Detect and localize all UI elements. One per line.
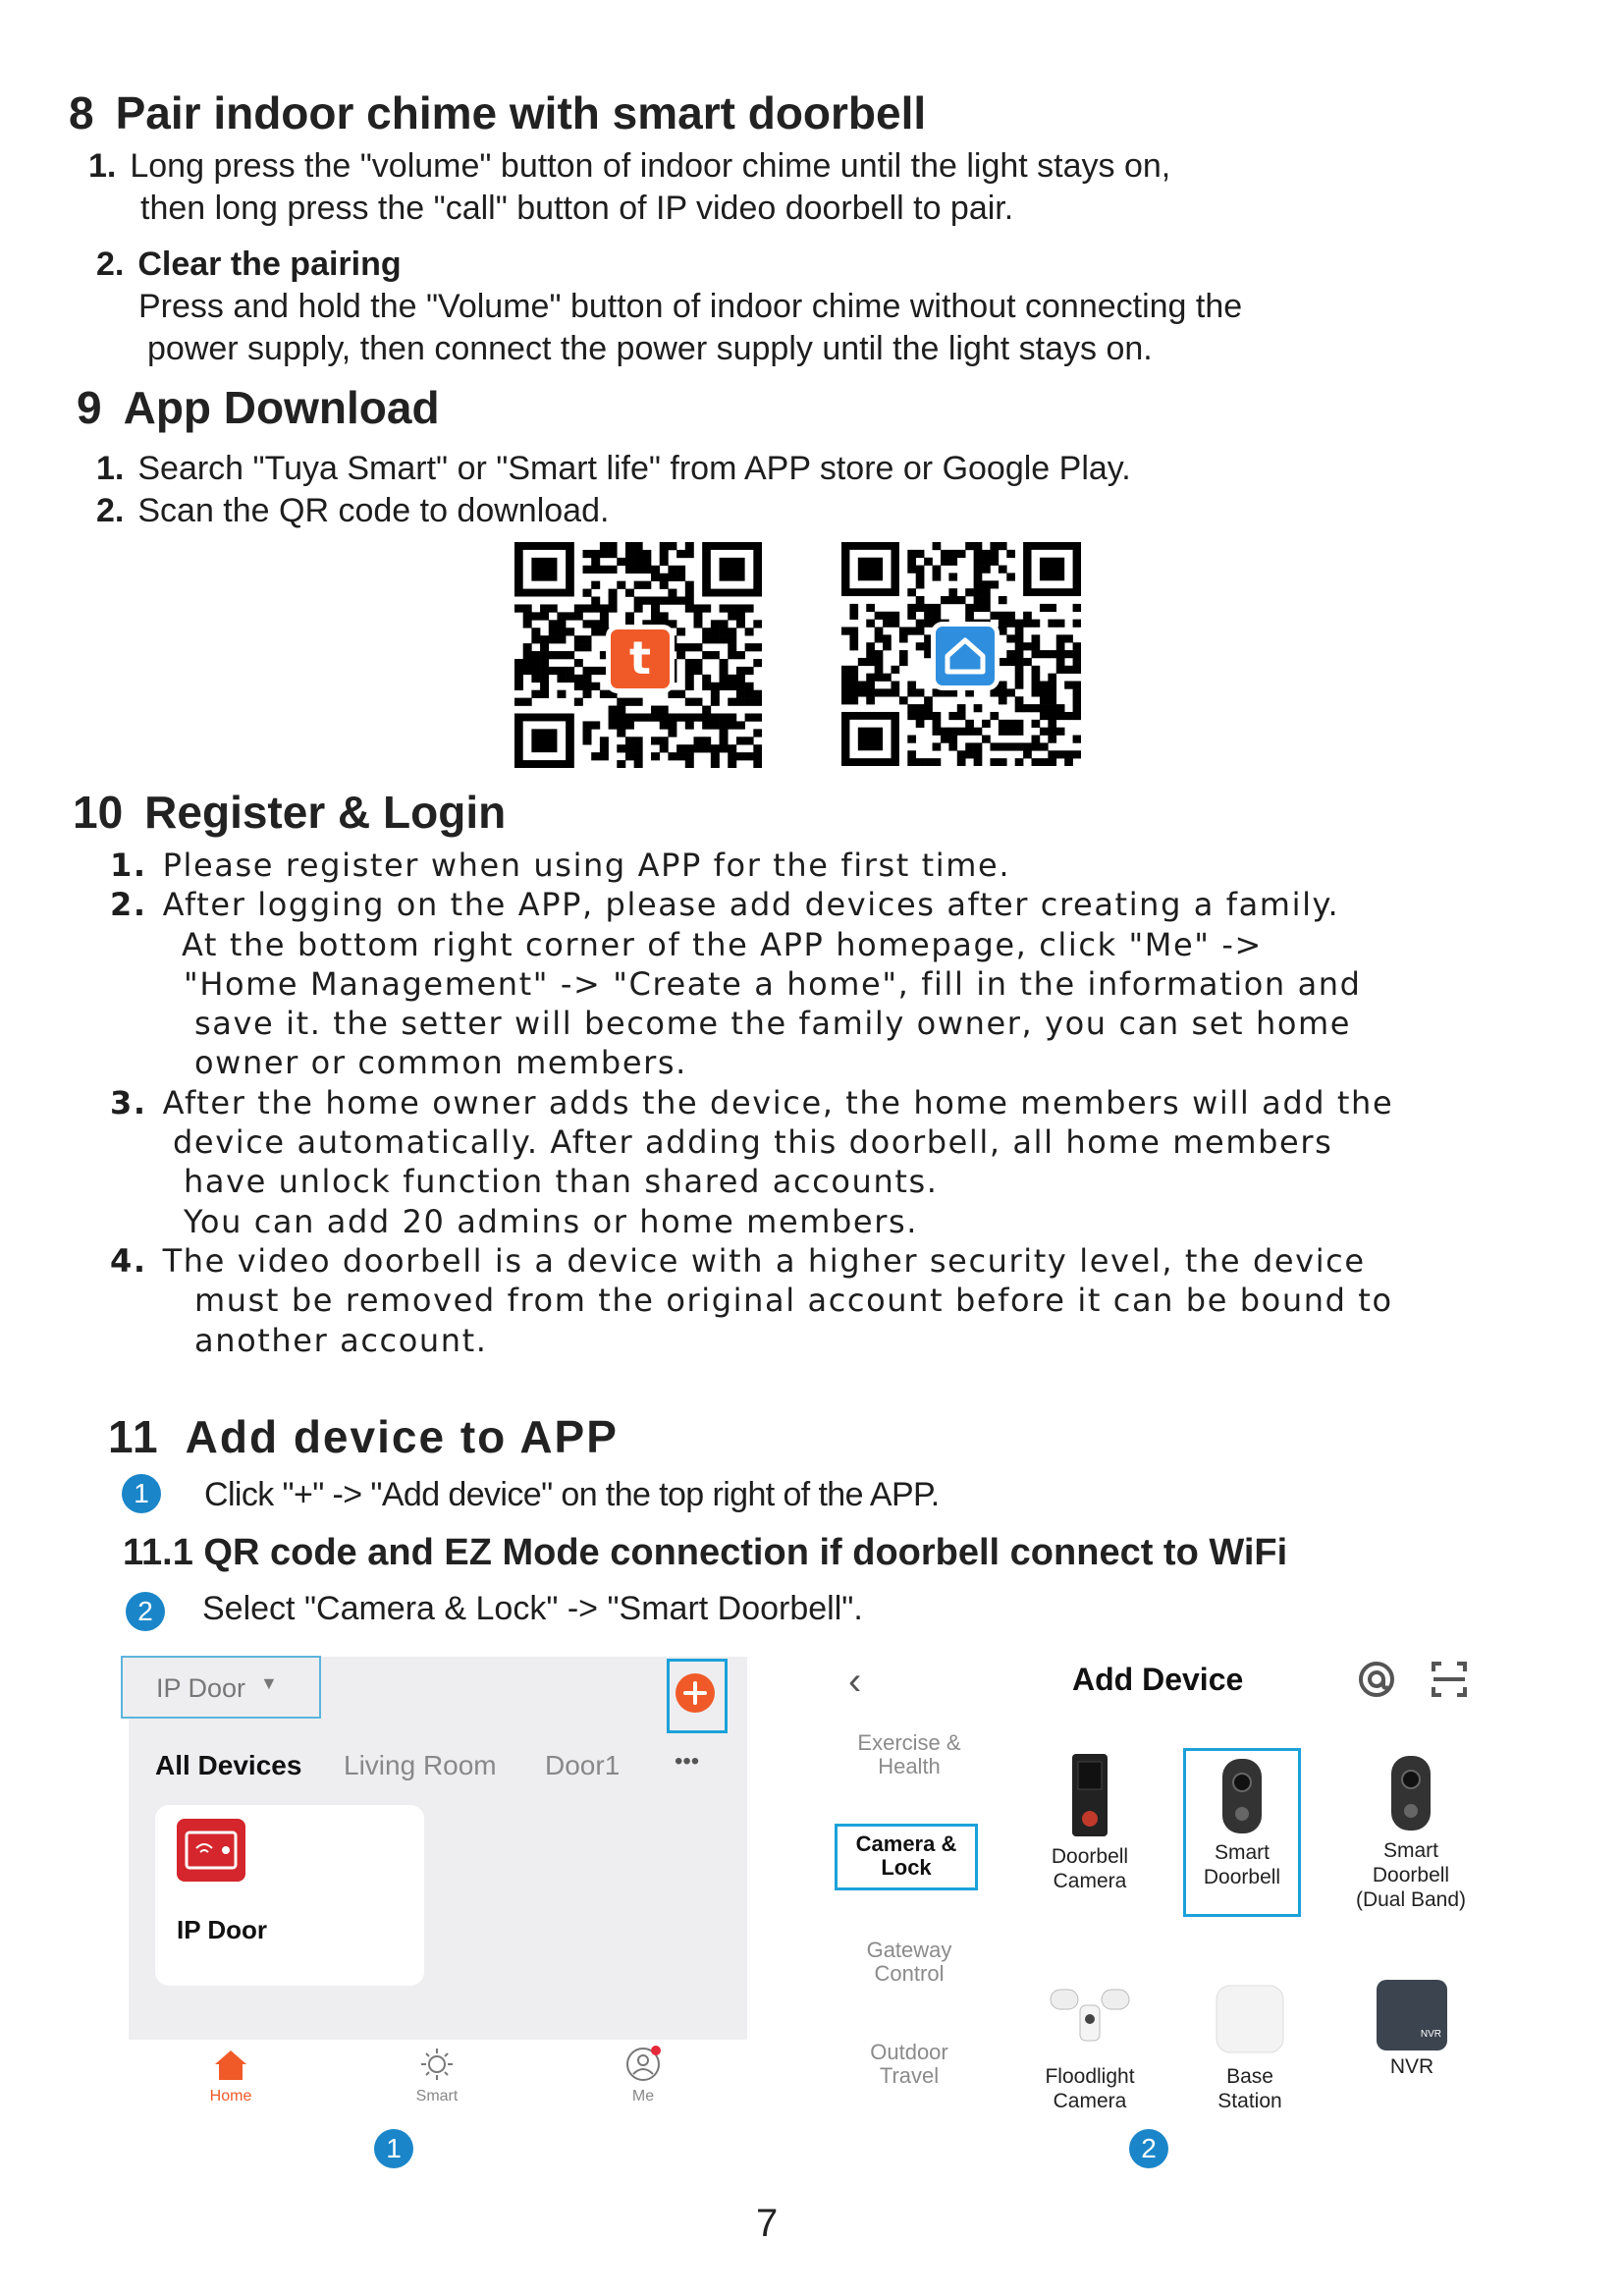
tab-all-devices[interactable]: All Devices <box>155 1750 302 1780</box>
section-11-1-heading: 11.1 QR code and EZ Mode connection if doorbell connect to WiFi <box>123 1532 1288 1573</box>
plus-icon <box>676 1673 715 1713</box>
section-8-heading <box>69 86 926 139</box>
section-8-item-2-line-2: power supply, then connect the power supply until the light stays on. <box>147 330 1153 367</box>
device-smart-doorbell[interactable] <box>1183 1748 1301 1917</box>
tab-door1[interactable]: Door1 <box>545 1750 621 1780</box>
item-text: After logging on the APP, please add devices after creating a family. <box>162 886 1340 923</box>
chevron-down-icon: ▼ <box>260 1673 278 1693</box>
section-10-item-4-line-3: another account. <box>194 1322 488 1359</box>
section-10-item-2 <box>110 886 1339 923</box>
intercom-device-icon <box>177 1819 245 1882</box>
category-gateway-control[interactable] <box>840 1939 978 1986</box>
device-smart-doorbell-dual-band[interactable] <box>1351 1754 1471 1912</box>
section-10-item-3-line-2: device automatically. After adding this doorbell, all home members <box>173 1123 1333 1161</box>
sun-icon <box>415 2045 459 2084</box>
item-number: 2. <box>110 886 147 923</box>
category-label: Gateway Control <box>866 1938 952 1986</box>
device-nvr[interactable] <box>1355 1980 1469 2079</box>
auto-scan-icon[interactable] <box>1357 1660 1396 1704</box>
section-11-step-1: Click "+" -> "Add device" on the top right of the APP. <box>204 1476 940 1513</box>
nvr-icon <box>1377 1980 1447 2050</box>
item-number: 1. <box>88 147 117 185</box>
item-number: 1. <box>110 847 147 884</box>
device-card[interactable] <box>155 1805 424 1986</box>
section-11-heading <box>108 1410 619 1463</box>
section-number: 11 <box>108 1411 160 1462</box>
section-10-heading <box>73 786 506 839</box>
nav-me[interactable] <box>594 2045 692 2105</box>
device-label: NVR <box>1389 2055 1434 2078</box>
back-chevron-icon[interactable]: ‹ <box>848 1660 862 1703</box>
item-text: Search "Tuya Smart" or "Smart life" from APP store or Google Play. <box>137 450 1131 487</box>
user-icon <box>622 2045 665 2084</box>
category-label: Outdoor Travel <box>870 2040 948 2088</box>
item-text: The video doorbell is a device with a higher security level, the device <box>162 1242 1366 1280</box>
device-label: Floodlight Camera <box>1045 2065 1135 2112</box>
section-10-item-3-line-3: have unlock function than shared accounts. <box>184 1163 939 1200</box>
nav-me-label: Me <box>631 2088 655 2105</box>
section-number: 9 <box>77 382 102 433</box>
category-label: Camera & Lock <box>855 1831 957 1880</box>
device-label: Base Station <box>1217 2065 1282 2112</box>
device-base-station[interactable] <box>1193 1980 1307 2113</box>
tab-living-room[interactable]: Living Room <box>344 1750 497 1780</box>
item-text: After the home owner adds the device, the home members will add the <box>162 1084 1394 1121</box>
section-9-item-2 <box>96 492 609 530</box>
item-text: Scan the QR code to download. <box>137 492 610 529</box>
section-8-item-2 <box>96 246 402 284</box>
scan-icon[interactable] <box>1430 1660 1469 1704</box>
section-title: Pair indoor chime with smart doorbell <box>115 87 927 138</box>
house-icon <box>936 627 995 685</box>
section-10-item-4-line-2: must be removed from the original account before it can be bound to <box>194 1282 1393 1319</box>
section-title: App Download <box>123 382 440 433</box>
section-8-item-1 <box>88 147 1170 186</box>
tuya-logo-letter: t <box>629 631 651 684</box>
more-icon[interactable]: ••• <box>675 1748 700 1775</box>
section-10-item-4 <box>110 1242 1366 1280</box>
section-10-item-3 <box>110 1084 1393 1121</box>
step-2-badge: 2 <box>126 1592 165 1631</box>
section-8-item-2-line-1: Press and hold the "Volume" button of indoor chime without connecting the <box>138 288 1243 325</box>
device-label: Doorbell Camera <box>1051 1845 1129 1892</box>
item-number: 2. <box>96 492 125 529</box>
nav-home-label: Home <box>209 2088 252 2105</box>
section-8-item-1-line-2: then long press the "call" button of IP video doorbell to pair. <box>140 190 1014 227</box>
section-title: Register & Login <box>144 787 507 838</box>
device-label: Smart Doorbell (Dual Band) <box>1355 1839 1467 1911</box>
category-camera-lock[interactable] <box>835 1824 978 1890</box>
device-label: Smart Doorbell <box>1203 1841 1281 1888</box>
section-10-item-2-line-4: save it. the setter will become the family owner, you can set home <box>194 1005 1352 1042</box>
category-exercise-health[interactable] <box>840 1731 978 1778</box>
item-title: Clear the pairing <box>137 246 402 283</box>
screenshot-1-badge: 1 <box>374 2129 413 2168</box>
step-1-badge: 1 <box>122 1474 161 1513</box>
category-outdoor-travel[interactable] <box>840 2041 978 2088</box>
floodlight-camera-icon <box>1043 1980 1137 2058</box>
home-icon <box>209 2045 252 2084</box>
nvr-icon-label: NVR <box>1420 2029 1441 2040</box>
nav-smart[interactable] <box>388 2045 486 2105</box>
page-number: 7 <box>756 2202 779 2245</box>
section-9-heading <box>77 381 440 434</box>
doorbell-camera-icon <box>1070 1752 1109 1838</box>
item-number: 3. <box>110 1084 147 1121</box>
section-9-item-1 <box>96 450 1131 488</box>
tuya-app-icon <box>606 625 675 693</box>
section-11-step-2: Select "Camera & Lock" -> "Smart Doorbell". <box>202 1590 863 1627</box>
base-station-icon <box>1211 1980 1289 2058</box>
add-device-button-highlight[interactable] <box>667 1659 728 1733</box>
item-text: Please register when using APP for the first time. <box>162 847 1011 884</box>
section-10-item-3-line-4: You can add 20 admins or home members. <box>184 1203 919 1240</box>
device-doorbell-camera[interactable] <box>1035 1752 1145 1893</box>
device-name: IP Door <box>177 1915 267 1944</box>
item-number: 2. <box>96 246 125 283</box>
device-floodlight-camera[interactable] <box>1033 1980 1147 2113</box>
screenshot-2-badge: 2 <box>1129 2129 1168 2168</box>
section-number: 10 <box>73 787 124 838</box>
nav-smart-label: Smart <box>415 2088 459 2105</box>
smart-doorbell-icon <box>1389 1754 1433 1832</box>
category-label: Exercise & Health <box>857 1730 961 1778</box>
smart-doorbell-icon <box>1220 1757 1264 1835</box>
section-10-item-2-line-5: owner or common members. <box>194 1044 687 1081</box>
nav-home[interactable] <box>182 2045 280 2105</box>
item-number: 4. <box>110 1242 147 1280</box>
add-device-title: Add Device <box>1072 1662 1244 1697</box>
home-selector[interactable] <box>121 1656 321 1719</box>
item-text: Long press the "volume" button of indoor chime until the light stays on, <box>130 147 1171 185</box>
item-number: 1. <box>96 450 125 487</box>
home-selector-label: IP Door <box>156 1673 246 1703</box>
section-title: Add device to APP <box>185 1411 619 1462</box>
section-10-item-2-line-2: At the bottom right corner of the APP homepage, click "Me" -> <box>182 926 1263 963</box>
section-10-item-1 <box>110 847 1010 884</box>
section-number: 8 <box>69 87 94 138</box>
smart-life-app-icon <box>931 622 1000 690</box>
section-10-item-2-line-3: "Home Management" -> "Create a home", fill in the information and <box>184 965 1362 1003</box>
